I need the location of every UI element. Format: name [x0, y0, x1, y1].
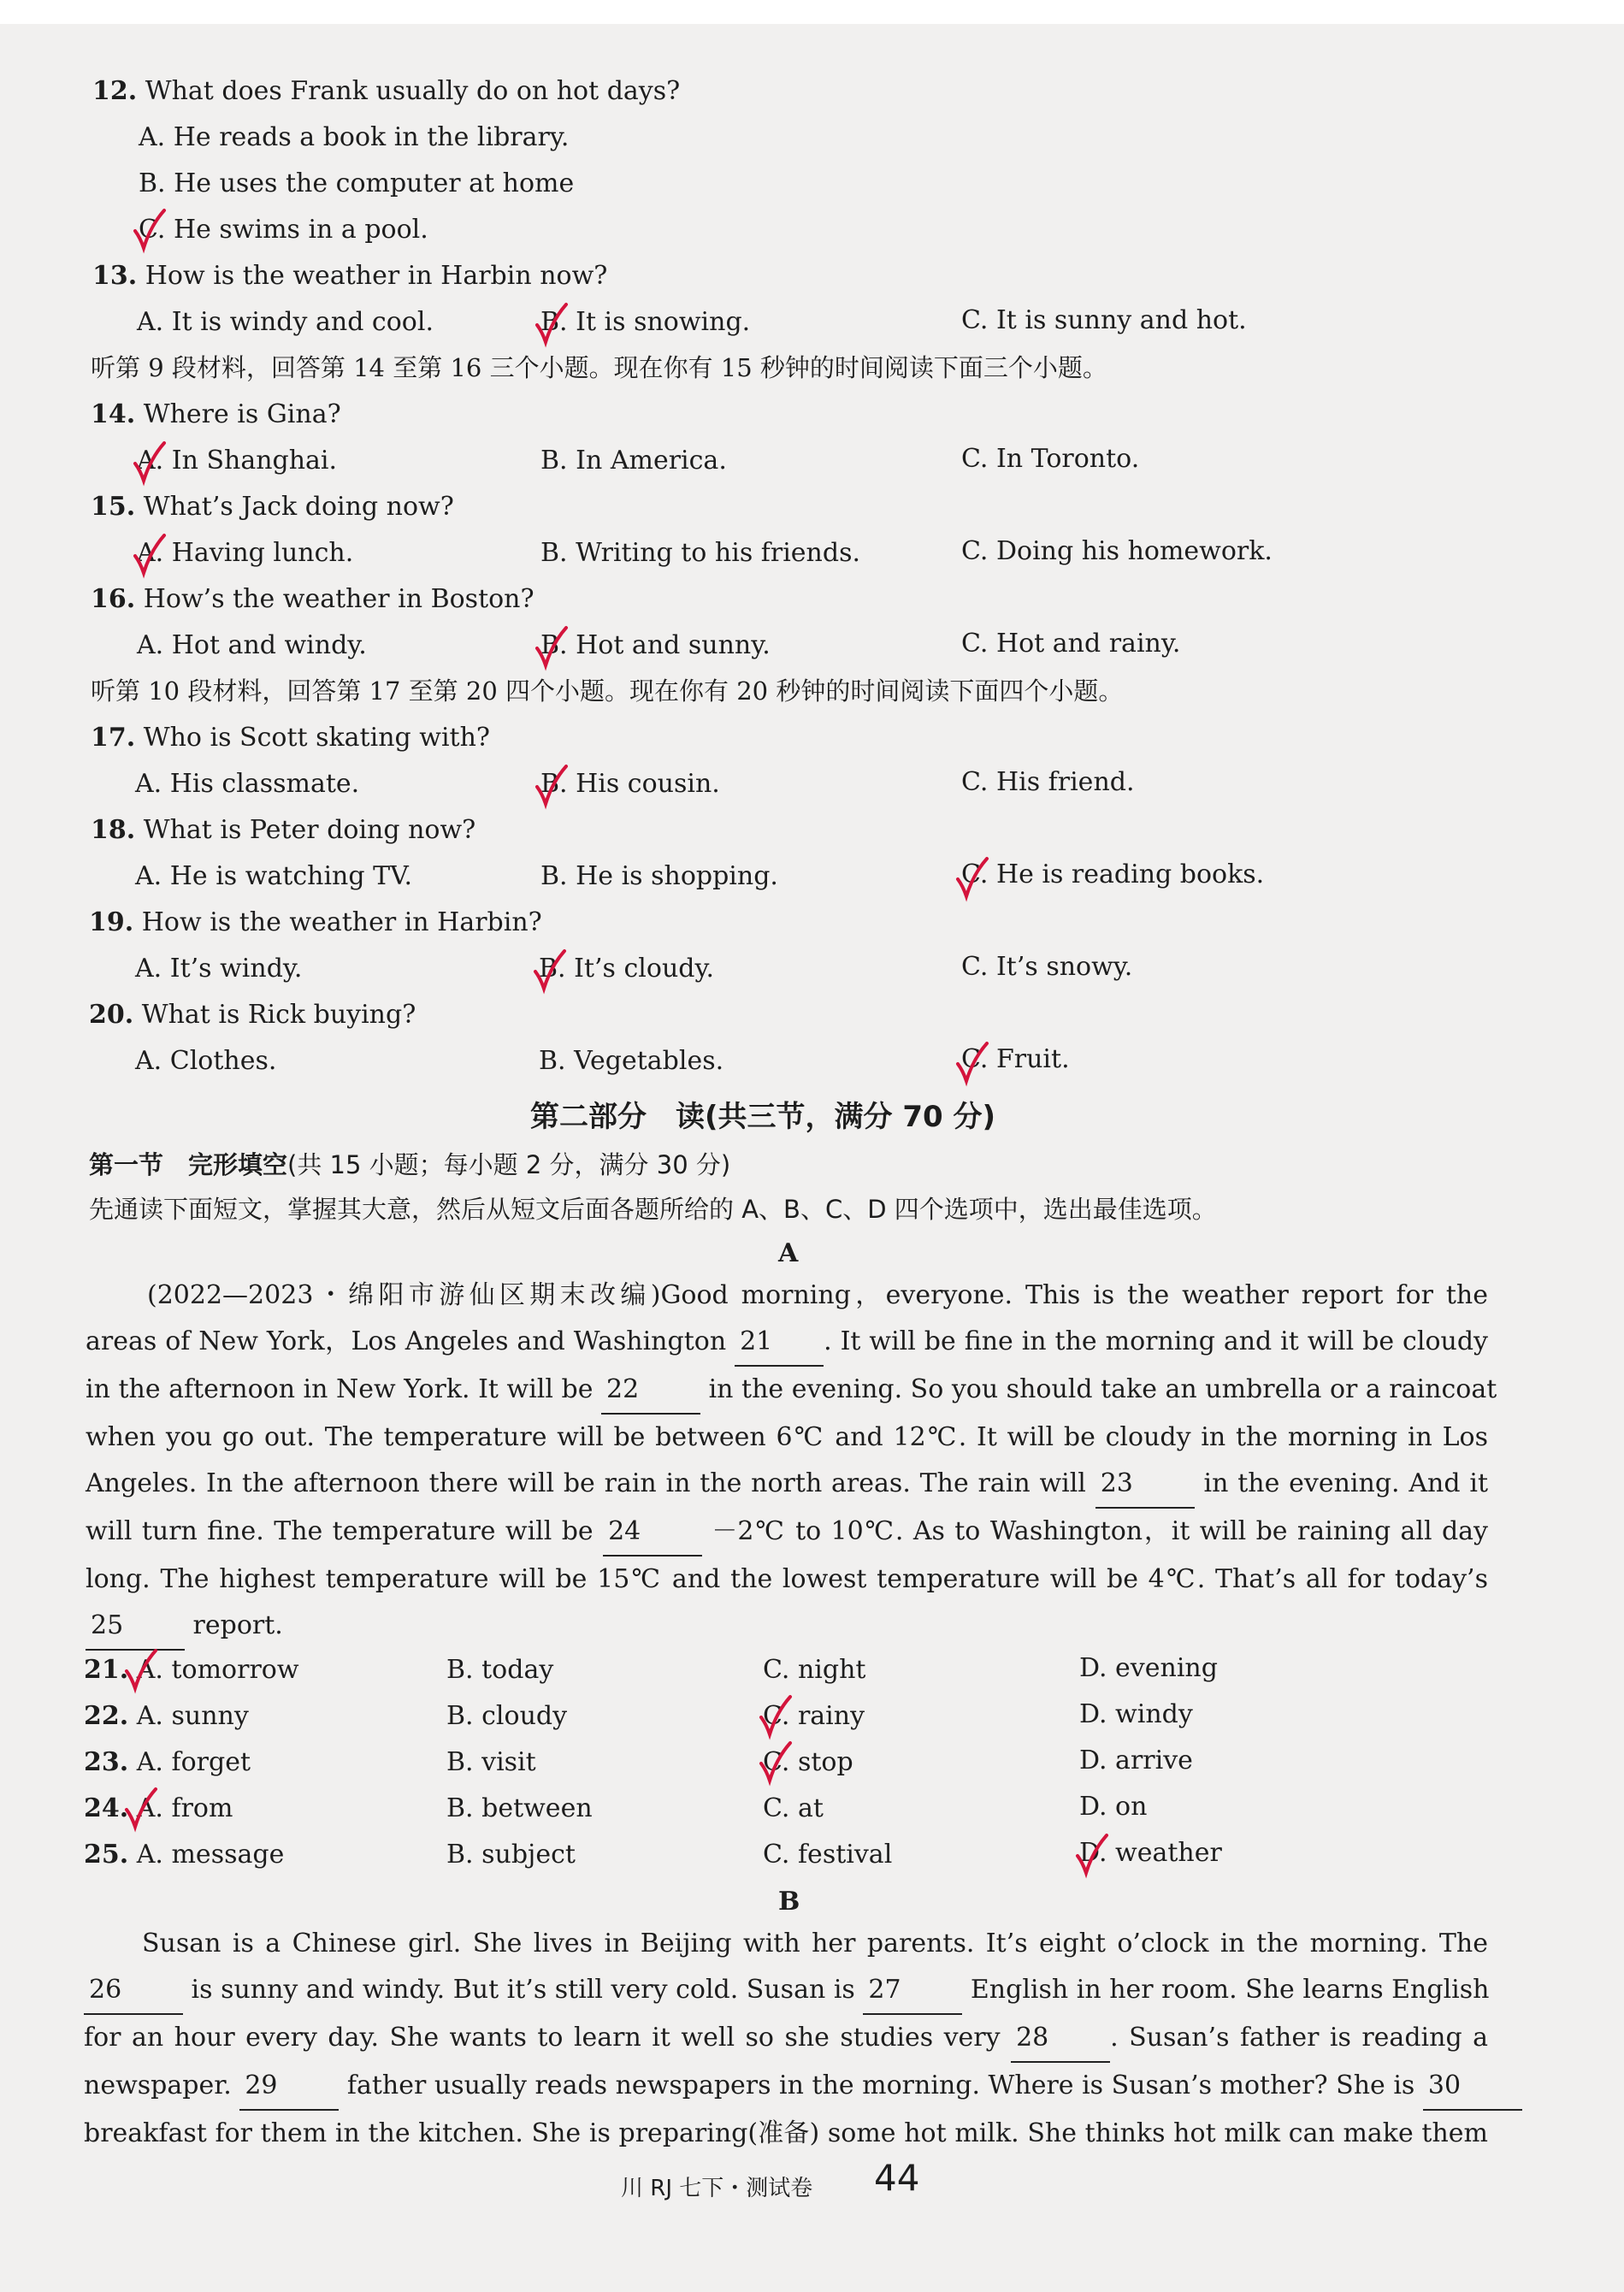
q18-option-c: C. He is reading books. — [961, 860, 1265, 889]
check-mark-icon — [532, 765, 570, 807]
check-mark-icon — [756, 1695, 794, 1738]
q14-option-a: A. In Shanghai. — [137, 446, 338, 476]
q25-row: 25. A. message — [84, 1840, 285, 1870]
passage-a-label: A — [778, 1238, 799, 1268]
page-number: 44 — [874, 2157, 920, 2199]
q18-option-b: B. He is shopping. — [540, 861, 778, 891]
question-12: 12. What does Frank usually do on hot days? — [92, 76, 681, 106]
q23-option-d: D. arrive — [1079, 1746, 1193, 1775]
footer-label: 川 RJ 七下・测试卷 — [621, 2176, 813, 2201]
q16-option-a: A. Hot and windy. — [137, 630, 367, 660]
blank-21: 21 — [735, 1319, 824, 1367]
passage-b: Susan is a Chinese girl. She lives in Beijing with her parents. It’s eight o’clock in the morning. The 26 is sunny and windy. But it’s still very cold. Susan is 27 English in her room. She learns English for an hour every day. She wants to learn it well so she studies very 28 . Susan’s father is reading a newspaper. 29 father usually reads newspapers in the morning. Where is Susan’s mother? She is 30 breakfast for them in the kitchen. She is preparing(准备) some hot milk. She thinks hot milk can make them — [84, 1921, 1488, 2157]
q20-option-c: C. Fruit. — [961, 1044, 1070, 1074]
blank-27: 27 — [863, 1967, 962, 2015]
blank-23: 23 — [1095, 1461, 1195, 1509]
q17-option-a: A. His classmate. — [135, 769, 360, 799]
question-19: 19. How is the weather in Harbin? — [89, 907, 542, 937]
q12-option-c: C. He swims in a pool. — [139, 215, 428, 245]
blank-26: 26 — [84, 1967, 183, 2015]
q21-option-b: B. today — [446, 1655, 554, 1685]
q12-option-a: A. He reads a book in the library. — [139, 122, 570, 152]
question-17: 17. Who is Scott skating with? — [91, 723, 490, 753]
q14-option-b: B. In America. — [540, 446, 727, 476]
scan-top-band — [0, 0, 1624, 24]
q24-option-d: D. on — [1079, 1792, 1148, 1822]
instruction-section-9: 听第 9 段材料，回答第 14 至第 16 三个小题。现在你有 15 秒钟的时间阅读下面三个小题。 — [91, 353, 1107, 382]
check-mark-icon — [756, 1741, 794, 1784]
q22-row: 22. A. sunny — [84, 1701, 249, 1731]
q25-option-b: B. subject — [446, 1840, 576, 1870]
q19-option-c: C. It’s snowy. — [961, 952, 1133, 982]
blank-28: 28 — [1011, 2015, 1110, 2063]
q23-option-c: C. stop — [763, 1747, 853, 1777]
q22-option-b: B. cloudy — [446, 1701, 568, 1731]
blank-24: 24 — [603, 1509, 702, 1557]
q24-option-c: C. at — [763, 1793, 824, 1823]
passage-a: (2022—2023・绵阳市游仙区期末改编)Good morning，everyone. This is the weather report for the areas of New York，Los Angeles and Washington 21 . It will be fine in the morning and it will be cloudy in the afternoon in New York. It will be 22 in the evening. So you should take an umbrella or a raincoat when you go out. The temperature will be between 6℃ and 12℃. It will be cloudy in the morning in Los Angeles. In the afternoon there will be rain in the north areas. The rain will 23 in the evening. And it will turn fine. The temperature will be 24 －2℃ to 10℃. As to Washington，it will be raining all day long. The highest temperature will be 15℃ and the lowest temperature will be 4℃. That’s all for today’s 25 report. — [86, 1273, 1488, 1651]
question-16: 16. How’s the weather in Boston? — [91, 584, 534, 614]
blank-30: 30 — [1423, 2063, 1522, 2111]
q15-option-a: A. Having lunch. — [137, 538, 354, 568]
instruction-section-10: 听第 10 段材料，回答第 17 至第 20 四个小题。现在你有 20 秒钟的时间阅读下面四个小题。 — [91, 676, 1124, 706]
q24-option-b: B. between — [446, 1793, 593, 1823]
q13-option-b: B. It is snowing. — [540, 307, 751, 337]
q24-row: 24. A. from — [84, 1793, 233, 1823]
check-mark-icon — [130, 209, 168, 251]
q13-option-a: A. It is windy and cool. — [137, 307, 434, 337]
q22-option-d: D. windy — [1079, 1699, 1193, 1729]
section-one-heading: 第一节 完形填空(共 15 小题；每小题 2 分，满分 30 分) — [89, 1150, 731, 1179]
q21-option-c: C. night — [763, 1655, 866, 1685]
q23-option-b: B. visit — [446, 1747, 536, 1777]
q16-option-b: B. Hot and sunny. — [540, 630, 771, 660]
section-one-instruction: 先通读下面短文，掌握其大意，然后从短文后面各题所给的 A、B、C、D 四个选项中，选出最佳选项。 — [89, 1195, 1217, 1224]
q16-option-c: C. Hot and rainy. — [961, 629, 1181, 659]
q15-option-b: B. Writing to his friends. — [540, 538, 861, 568]
check-mark-icon — [121, 1649, 159, 1692]
check-mark-icon — [130, 441, 168, 484]
part-two-title: 第二部分 读(共三节，满分 70 分) — [530, 1100, 996, 1134]
question-18: 18. What is Peter doing now? — [91, 815, 476, 845]
question-14: 14. Where is Gina? — [91, 399, 341, 429]
check-mark-icon — [532, 626, 570, 669]
q21-row: 21. A. tomorrow — [84, 1655, 299, 1685]
check-mark-icon — [532, 303, 570, 346]
check-mark-icon — [130, 534, 168, 576]
question-15: 15. What’s Jack doing now? — [91, 492, 454, 522]
q20-option-b: B. Vegetables. — [539, 1046, 724, 1076]
q13-option-c: C. It is sunny and hot. — [961, 305, 1247, 335]
q15-option-c: C. Doing his homework. — [961, 536, 1273, 566]
check-mark-icon — [530, 949, 568, 992]
check-mark-icon — [953, 1042, 990, 1084]
q25-option-d: D. weather — [1079, 1838, 1222, 1868]
q17-option-c: C. His friend. — [961, 767, 1135, 797]
check-mark-icon — [121, 1787, 159, 1830]
q20-option-a: A. Clothes. — [135, 1046, 277, 1076]
q17-option-b: B. His cousin. — [540, 769, 720, 799]
blank-25: 25 — [86, 1603, 185, 1651]
blank-29: 29 — [239, 2063, 339, 2111]
question-20: 20. What is Rick buying? — [89, 1000, 416, 1030]
q18-option-a: A. He is watching TV. — [135, 861, 413, 891]
q25-option-c: C. festival — [763, 1840, 893, 1870]
blank-22: 22 — [601, 1367, 700, 1415]
q22-option-c: C. rainy — [763, 1701, 865, 1731]
q14-option-c: C. In Toronto. — [961, 444, 1140, 474]
q23-row: 23. A. forget — [84, 1747, 251, 1777]
q12-option-b: B. He uses the computer at home — [139, 168, 575, 198]
q21-option-d: D. evening — [1079, 1653, 1218, 1683]
q19-option-a: A. It’s windy. — [135, 954, 303, 984]
passage-b-label: B — [778, 1887, 800, 1917]
q19-option-b: B. It’s cloudy. — [539, 954, 714, 984]
check-mark-icon — [1072, 1834, 1110, 1876]
check-mark-icon — [953, 857, 990, 900]
question-13: 13. How is the weather in Harbin now? — [92, 261, 608, 291]
